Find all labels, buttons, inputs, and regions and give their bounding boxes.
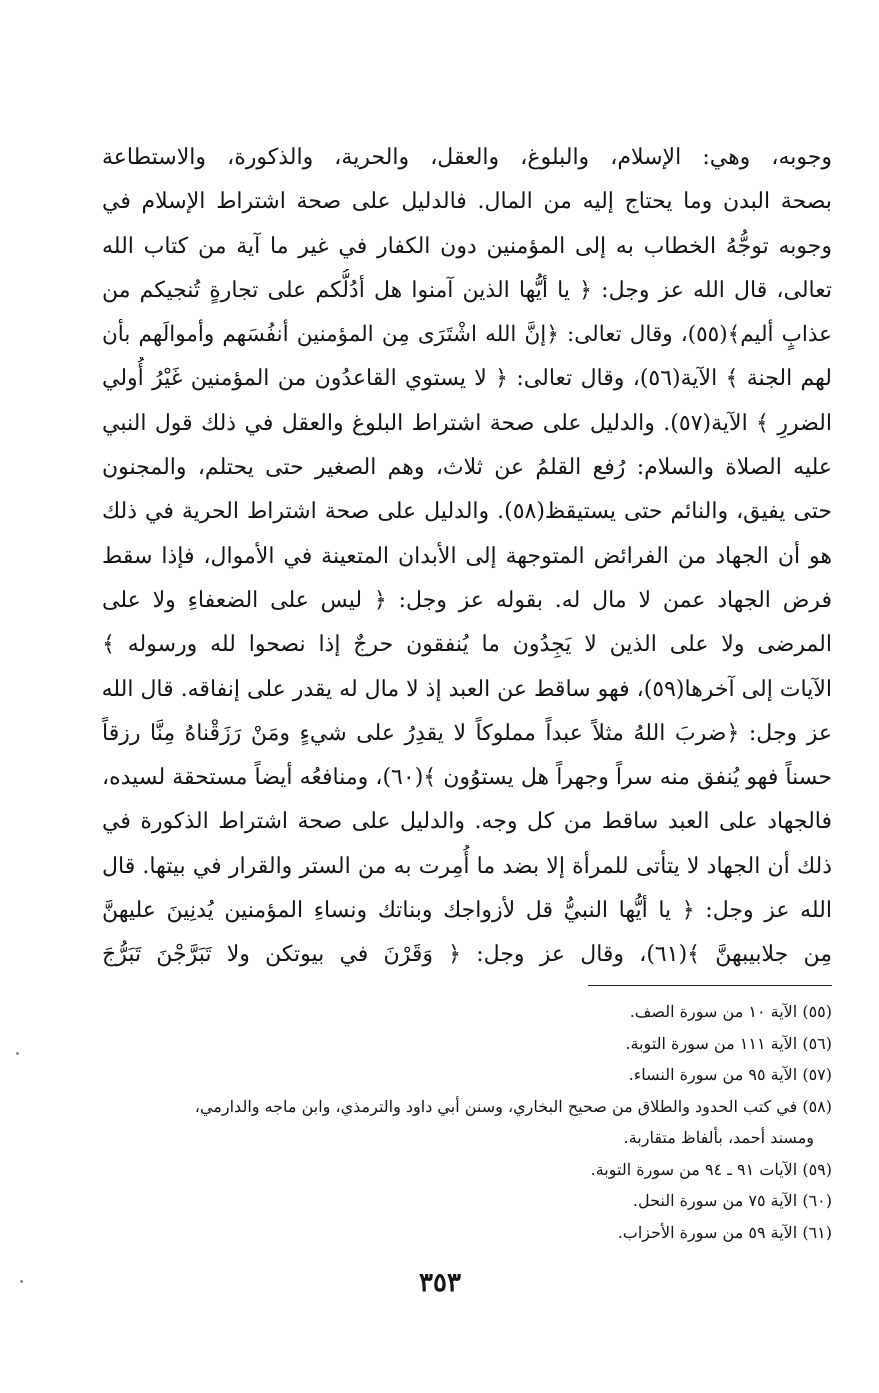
footnote: (٥٥) الآية ١٠ من سورة الصف. <box>629 1002 832 1021</box>
footnote: (٥٨) في كتب الحدود والطلاق من صحيح البخاري، وسنن أبي داود والترمذي، وابن ماجه والدارمي، <box>194 1096 832 1116</box>
text-line: الضررِ ﴾ الآية(٥٧). والدليل على صحة اشتراط البلوغ والعقل في ذلك قول النبي <box>102 410 832 436</box>
footnote: (٥٧) الآية ٩٥ من سورة النساء. <box>628 1065 832 1084</box>
footnote: (٦١) الآية ٥٩ من سورة الأحزاب. <box>617 1222 832 1242</box>
text-line: هو أن الجهاد من الفرائض المتوجهة إلى الأبدان المتعينة في الأموال، فإذا سقط <box>102 543 832 569</box>
text-line: لهم الجنة ﴾ الآية(٥٦)، وقال تعالى: ﴿ لا يستوي القاعدُون من المؤمنين غَيْرُ أُولي <box>102 366 832 392</box>
text-line: فالجهاد على العبد ساقط من كل وجه. والدليل على صحة اشتراط الذكورة في <box>102 809 832 835</box>
text-line: حسناً فهو يُنفق منه سراً وجهراً هل يستوُون ﴾(٦٠)، ومنافعُه أيضاً مستحقة لسيده، <box>102 765 832 791</box>
text-line: وجوبه، وهي: الإسلام، والبلوغ، والعقل، والحرية، والذكورة، والاستطاعة <box>102 145 832 170</box>
text-line: عذابٍ أليم﴾(٥٥)، وقال تعالى: ﴿إنَّ الله اشْتَرَى مِن المؤمنين أنفُسَهم وأموالَهم بأن <box>102 322 832 348</box>
footnote-separator <box>588 985 832 986</box>
page-number: ٣٥٣ <box>419 1268 461 1298</box>
footnote: (٥٩) الآيات ٩١ ـ ٩٤ من سورة التوبة. <box>590 1159 832 1179</box>
text-line: الآيات إلى آخرها(٥٩)، فهو ساقط عن العبد إذ لا مال له يقدر على إنفاقه. قال الله <box>102 676 832 702</box>
text-line: وجوبه توجُّهُ الخطاب به إلى المؤمنين دون الكفار في غير ما آية من كتاب الله <box>102 233 832 259</box>
footnote: (٦٠) الآية ٧٥ من سورة النحل. <box>632 1191 832 1210</box>
footnote: (٥٦) الآية ١١١ من سورة التوبة. <box>625 1033 832 1053</box>
footnote-continuation: ومسند أحمد، بألفاظ متقاربة. <box>623 1128 814 1147</box>
main-text-block <box>102 136 832 978</box>
text-line: ذلك أن الجهاد لا يتأتى للمرأة إلا بضد ما أُمِرت به من الستر والقرار في بيتها. قال <box>102 853 832 879</box>
footnotes-block <box>110 996 832 1248</box>
text-line: تعالى، قال الله عز وجل: ﴿ يا أيُّها الذين آمنوا هل أدُلُّكم على تجارةٍ تُنجيكم من <box>102 277 832 303</box>
text-line: حتى يفيق، والنائم حتى يستيقظ(٥٨). والدليل على صحة اشتراط الحرية في ذلك <box>102 499 832 525</box>
text-line: مِن جلابيبهنَّ ﴾(٦١)، وقال عز وجل: ﴿ وَقَرْنَ في بيوتكن ولا تَبَرَّجْنَ تَبَرُّجَ <box>102 942 832 968</box>
text-line: الله عز وجل: ﴿ يا أيُّها النبيُّ قل لأزواجك وبناتك ونساءِ المؤمنين يُدنِينَ عليهنَّ <box>102 898 832 924</box>
text-line: المرضى ولا على الذين لا يَجِدُون ما يُنفقون حرجٌ إذا نصحوا لله ورسوله ﴾ <box>102 632 832 658</box>
text-line: عز وجل: ﴿ضربَ اللهُ مثلاً عبداً مملوكاً لا يقدِرُ على شيءٍ ومَنْ رَزَقْناهُ مِنَّا رزقاً <box>102 720 832 746</box>
text-line: فرض الجهاد عمن لا مال له. بقوله عز وجل: ﴿ ليس على الضعفاءِ ولا على <box>102 587 832 613</box>
scan-speck <box>20 1280 23 1283</box>
text-line: بصحة البدن وما يحتاج إليه من المال. فالدليل على صحة اشتراط الإسلام في <box>102 189 832 215</box>
scan-speck <box>16 1052 19 1055</box>
text-line: عليه الصلاة والسلام: رُفع القلمُ عن ثلاث، وهم الصغير حتى يحتلم، والمجنون <box>102 455 832 481</box>
